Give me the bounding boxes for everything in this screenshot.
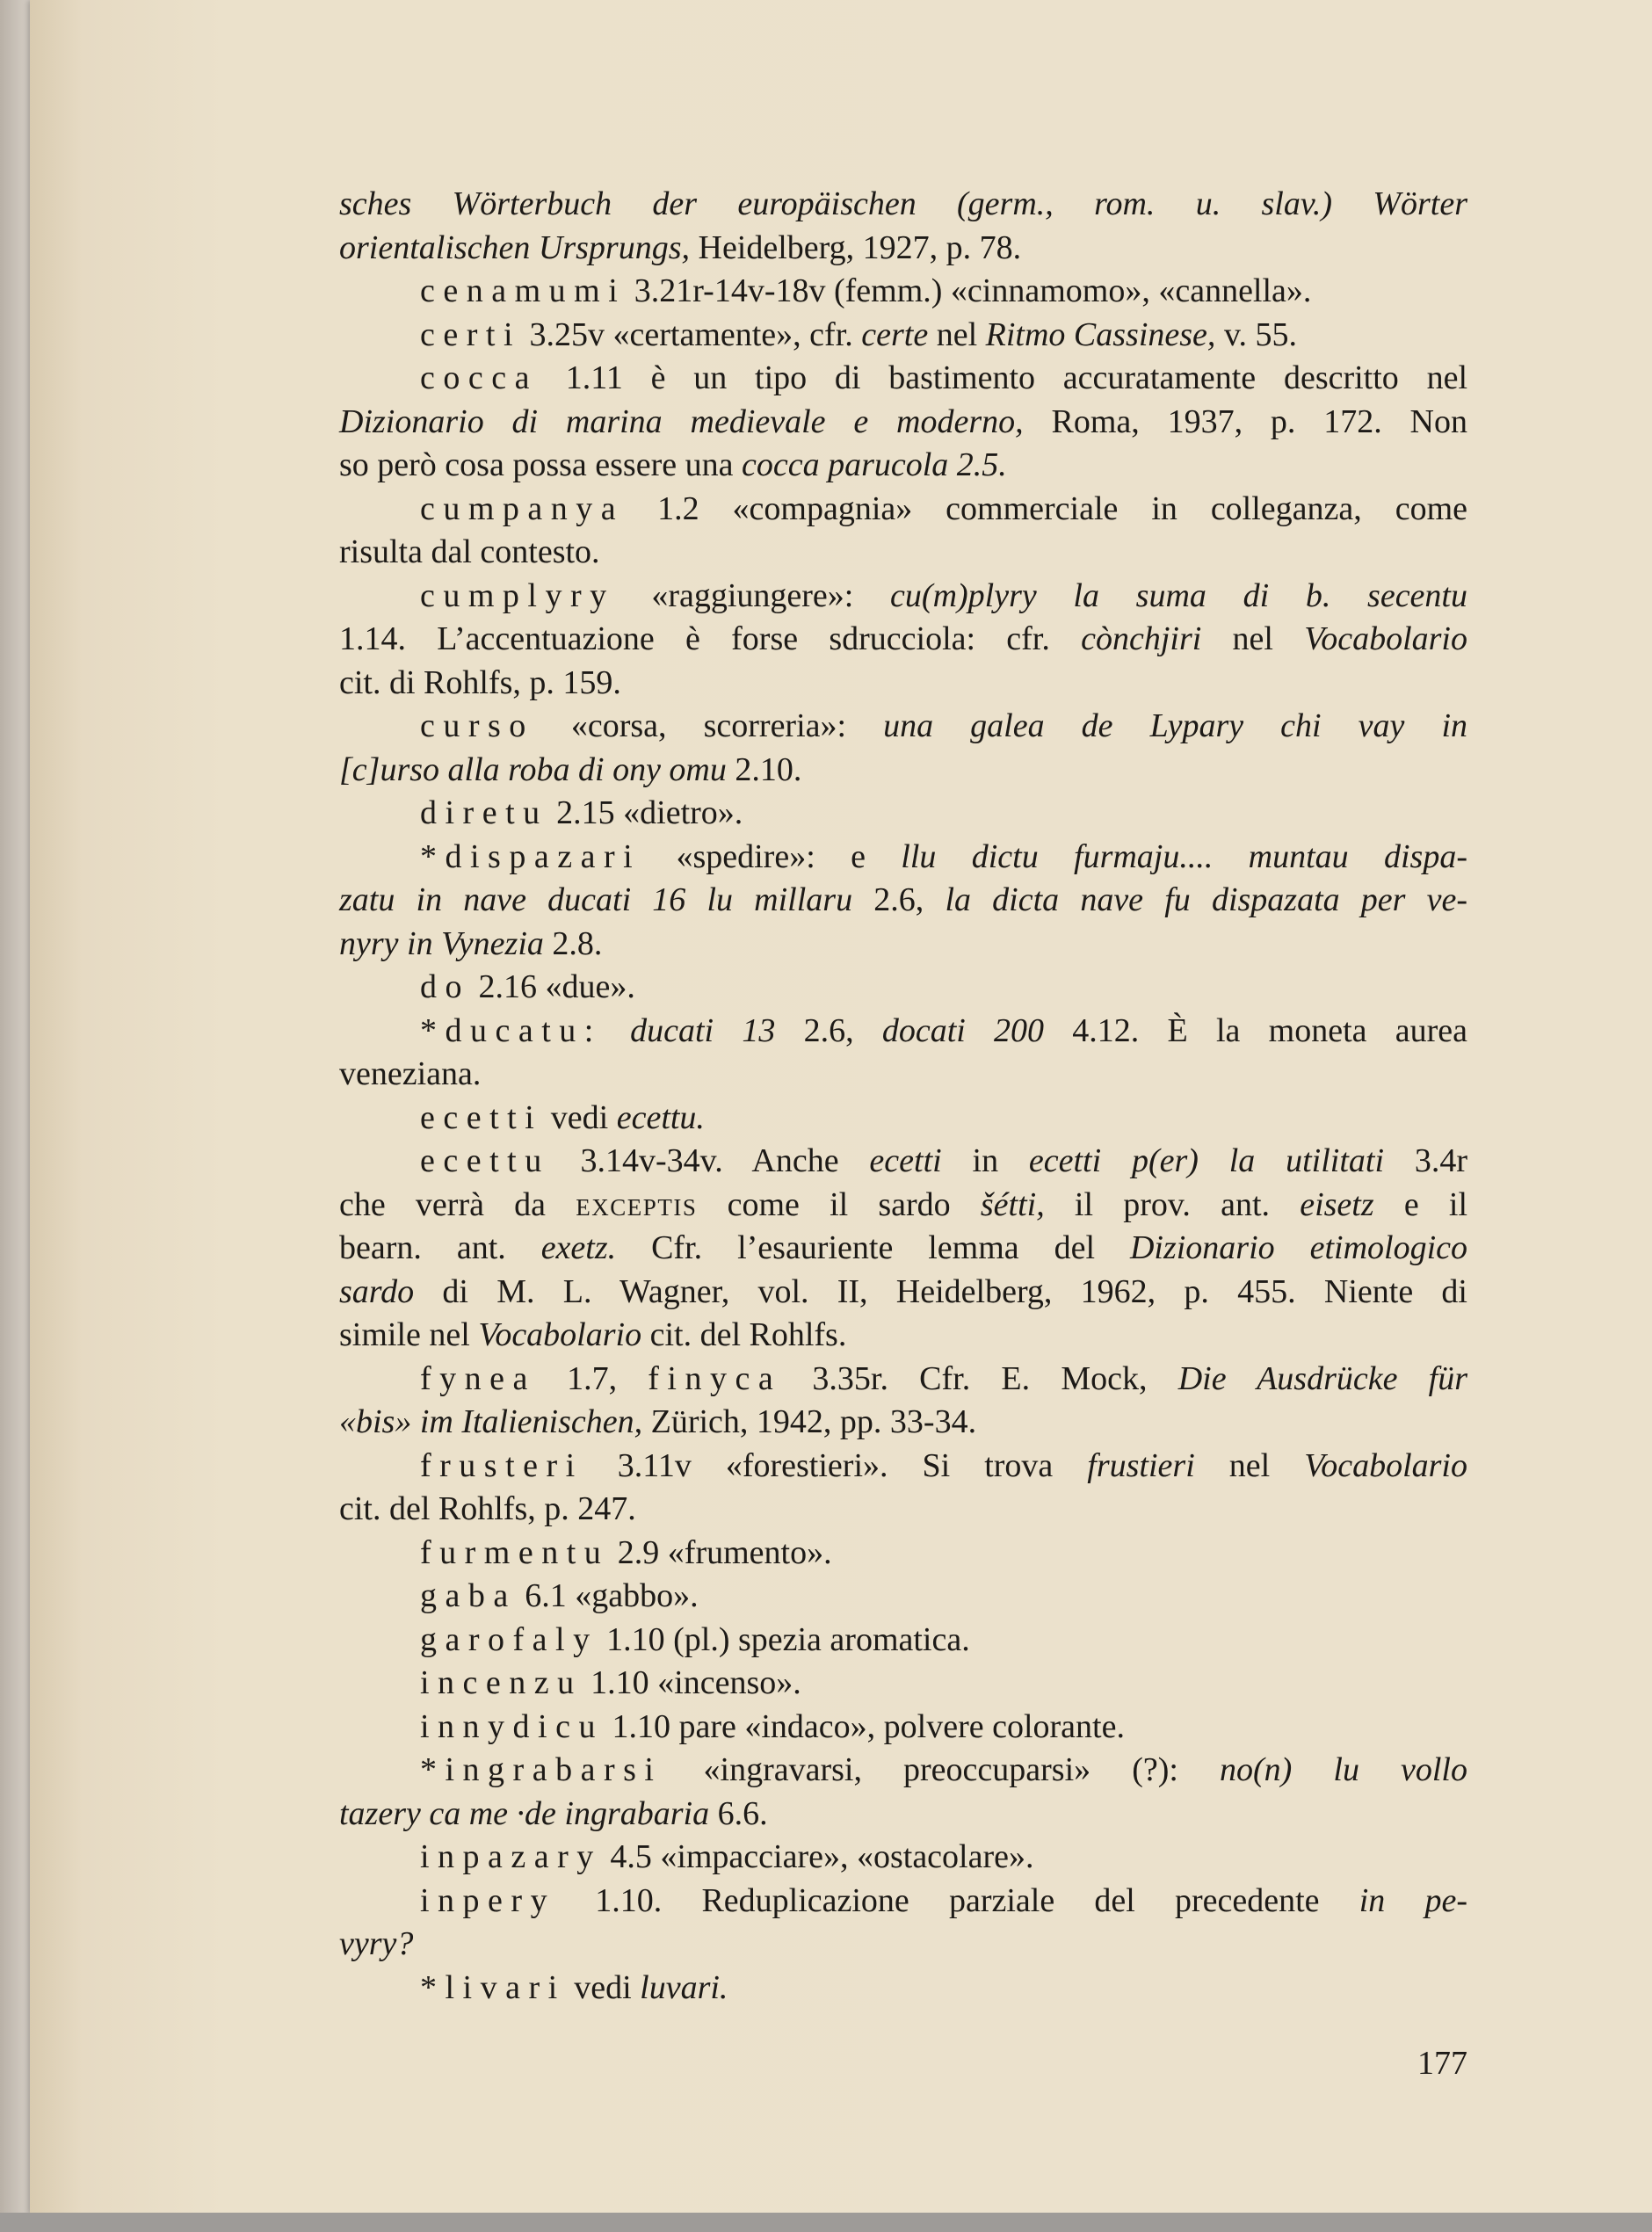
headword: certi	[420, 315, 522, 353]
text-line: cit. del Rohlfs, p. 247.	[339, 1490, 636, 1527]
entry-frusteri: frusteri 3.11v «forestieri». Si trova frustieri nel Vocabolario	[420, 1446, 1467, 1484]
page-number: 177	[1417, 2045, 1467, 2082]
entry-certi: certi 3.25v «certamente», cfr. certe nel Ritmo Cassinese, v. 55.	[420, 315, 1297, 353]
headword: ecettu	[420, 1142, 550, 1179]
entry-cenamumi: cenamumi 3.21r-14v-18v (femm.) «cinnamomo», «cannella».	[420, 272, 1312, 309]
text-line: so però cosa possa essere una cocca parucola 2.5.	[339, 446, 1007, 483]
text-line: bearn. ant. exetz. Cfr. l’esauriente lemma del Dizionario etimologico	[339, 1229, 1467, 1266]
entry-do: do 2.16 «due».	[420, 968, 635, 1005]
text-line: Dizionario di marina medievale e moderno, Roma, 1937, p. 172. Non	[339, 402, 1467, 440]
headword: *ingrabarsi	[420, 1751, 663, 1788]
entry-ducatu: *ducatu: ducati 13 2.6, docati 200 4.12. È la moneta aurea	[420, 1011, 1468, 1049]
text-line: risulta dal contesto.	[339, 533, 600, 570]
entry-fynea: fynea 1.7, finyca 3.35r. Cfr. E. Mock, Die Ausdrücke für	[420, 1359, 1468, 1397]
headword: *ducatu:	[420, 1011, 602, 1049]
headword: cenamumi	[420, 272, 627, 309]
headword: fynea	[420, 1359, 536, 1397]
text-line: zatu in nave ducati 16 lu millaru 2.6, la dicta nave fu dispazata per ve-	[339, 881, 1468, 918]
headword: inpazary	[420, 1838, 602, 1875]
entry-diretu: diretu 2.15 «dietro».	[420, 794, 743, 831]
text-line: simile nel Vocabolario cit. del Rohlfs.	[339, 1316, 847, 1353]
headword: diretu	[420, 794, 548, 831]
text-line: veneziana.	[339, 1055, 482, 1092]
headword: ecetti	[420, 1098, 543, 1136]
headword: *livari	[420, 1968, 566, 2006]
text-line: nyry in Vynezia 2.8.	[339, 924, 603, 962]
entry-ecetti: ecetti vedi ecettu.	[420, 1098, 705, 1136]
entry-incenzu: incenzu 1.10 «incenso».	[420, 1664, 801, 1701]
entry-ingrabarsi: *ingrabarsi «ingravarsi, preoccuparsi» (?): no(n) lu vollo	[420, 1751, 1467, 1788]
text-line: tazery ca me ·de ingrabaria 6.6.	[339, 1794, 768, 1832]
headword: cumpanya	[420, 489, 625, 527]
text-line: «bis» im Italienischen, Zürich, 1942, pp. 33-34.	[339, 1403, 977, 1440]
scan-background-edge	[0, 2213, 1652, 2232]
entry-garofaly: garofaly 1.10 (pl.) spezia aromatica.	[420, 1620, 970, 1658]
entry-cumpanya: cumpanya 1.2 «compagnia» commerciale in colleganza, come	[420, 489, 1467, 527]
glossary-text	[339, 183, 1467, 2010]
headword: furmentu	[420, 1533, 610, 1571]
headword: innydicu	[420, 1707, 604, 1745]
entry-cumplyry: cumplyry «raggiungere»: cu(m)plyry la suma di b. secentu	[420, 576, 1467, 614]
text-line: 1.14. L’accentuazione è forse sdrucciola: cfr. cònchjiri nel Vocabolario	[339, 620, 1467, 657]
headword: inpery	[420, 1881, 556, 1919]
entry-dispazari: *dispazari «spedire»: e llu dictu furmaju.... muntau dispa-	[420, 837, 1468, 875]
headword: incenzu	[420, 1664, 583, 1701]
text-line: [c]urso alla roba di ony omu 2.10.	[339, 750, 802, 788]
headword: finyca	[648, 1359, 782, 1397]
entry-ecettu: ecettu 3.14v-34v. Anche ecetti in ecetti p(er) la utilitati 3.4r	[420, 1142, 1467, 1179]
entry-gaba: gaba 6.1 «gabbo».	[420, 1577, 699, 1614]
headword: do	[420, 968, 470, 1005]
entry-inpery: inpery 1.10. Reduplicazione parziale del precedente in pe-	[420, 1881, 1467, 1919]
headword: *dispazari	[420, 837, 641, 875]
entry-furmentu: furmentu 2.9 «frumento».	[420, 1533, 832, 1571]
text-line: cit. di Rohlfs, p. 159.	[339, 663, 621, 701]
text-line: orientalischen Ursprungs, Heidelberg, 1927, p. 78.	[339, 228, 1022, 266]
entry-inpazary: inpazary 4.5 «impacciare», «ostacolare».	[420, 1838, 1034, 1875]
entry-innydicu: innydicu 1.10 pare «indaco», polvere colorante.	[420, 1707, 1125, 1745]
headword: curso	[420, 707, 534, 744]
headword: cumplyry	[420, 576, 615, 614]
headword: frusteri	[420, 1446, 583, 1484]
book-spine	[0, 0, 30, 2232]
entry-livari: *livari vedi luvari.	[420, 1968, 728, 2006]
text-line: sardo di M. L. Wagner, vol. II, Heidelberg, 1962, p. 455. Niente di	[339, 1272, 1467, 1310]
headword: garofaly	[420, 1620, 598, 1658]
text-line: sches Wörterbuch der europäischen (germ., rom. u. slav.) Wörter	[339, 185, 1467, 222]
text-line: vyry?	[339, 1925, 414, 1962]
entry-curso: curso «corsa, scorreria»: una galea de Lypary chi vay in	[420, 707, 1467, 744]
headword: cocca	[420, 359, 538, 396]
entry-cocca: cocca 1.11 è un tipo di bastimento accuratamente descritto nel	[420, 359, 1467, 396]
text-line: che verrà da exceptis come il sardo šétti, il prov. ant. eisetz e il	[339, 1185, 1468, 1223]
headword: gaba	[420, 1577, 517, 1614]
